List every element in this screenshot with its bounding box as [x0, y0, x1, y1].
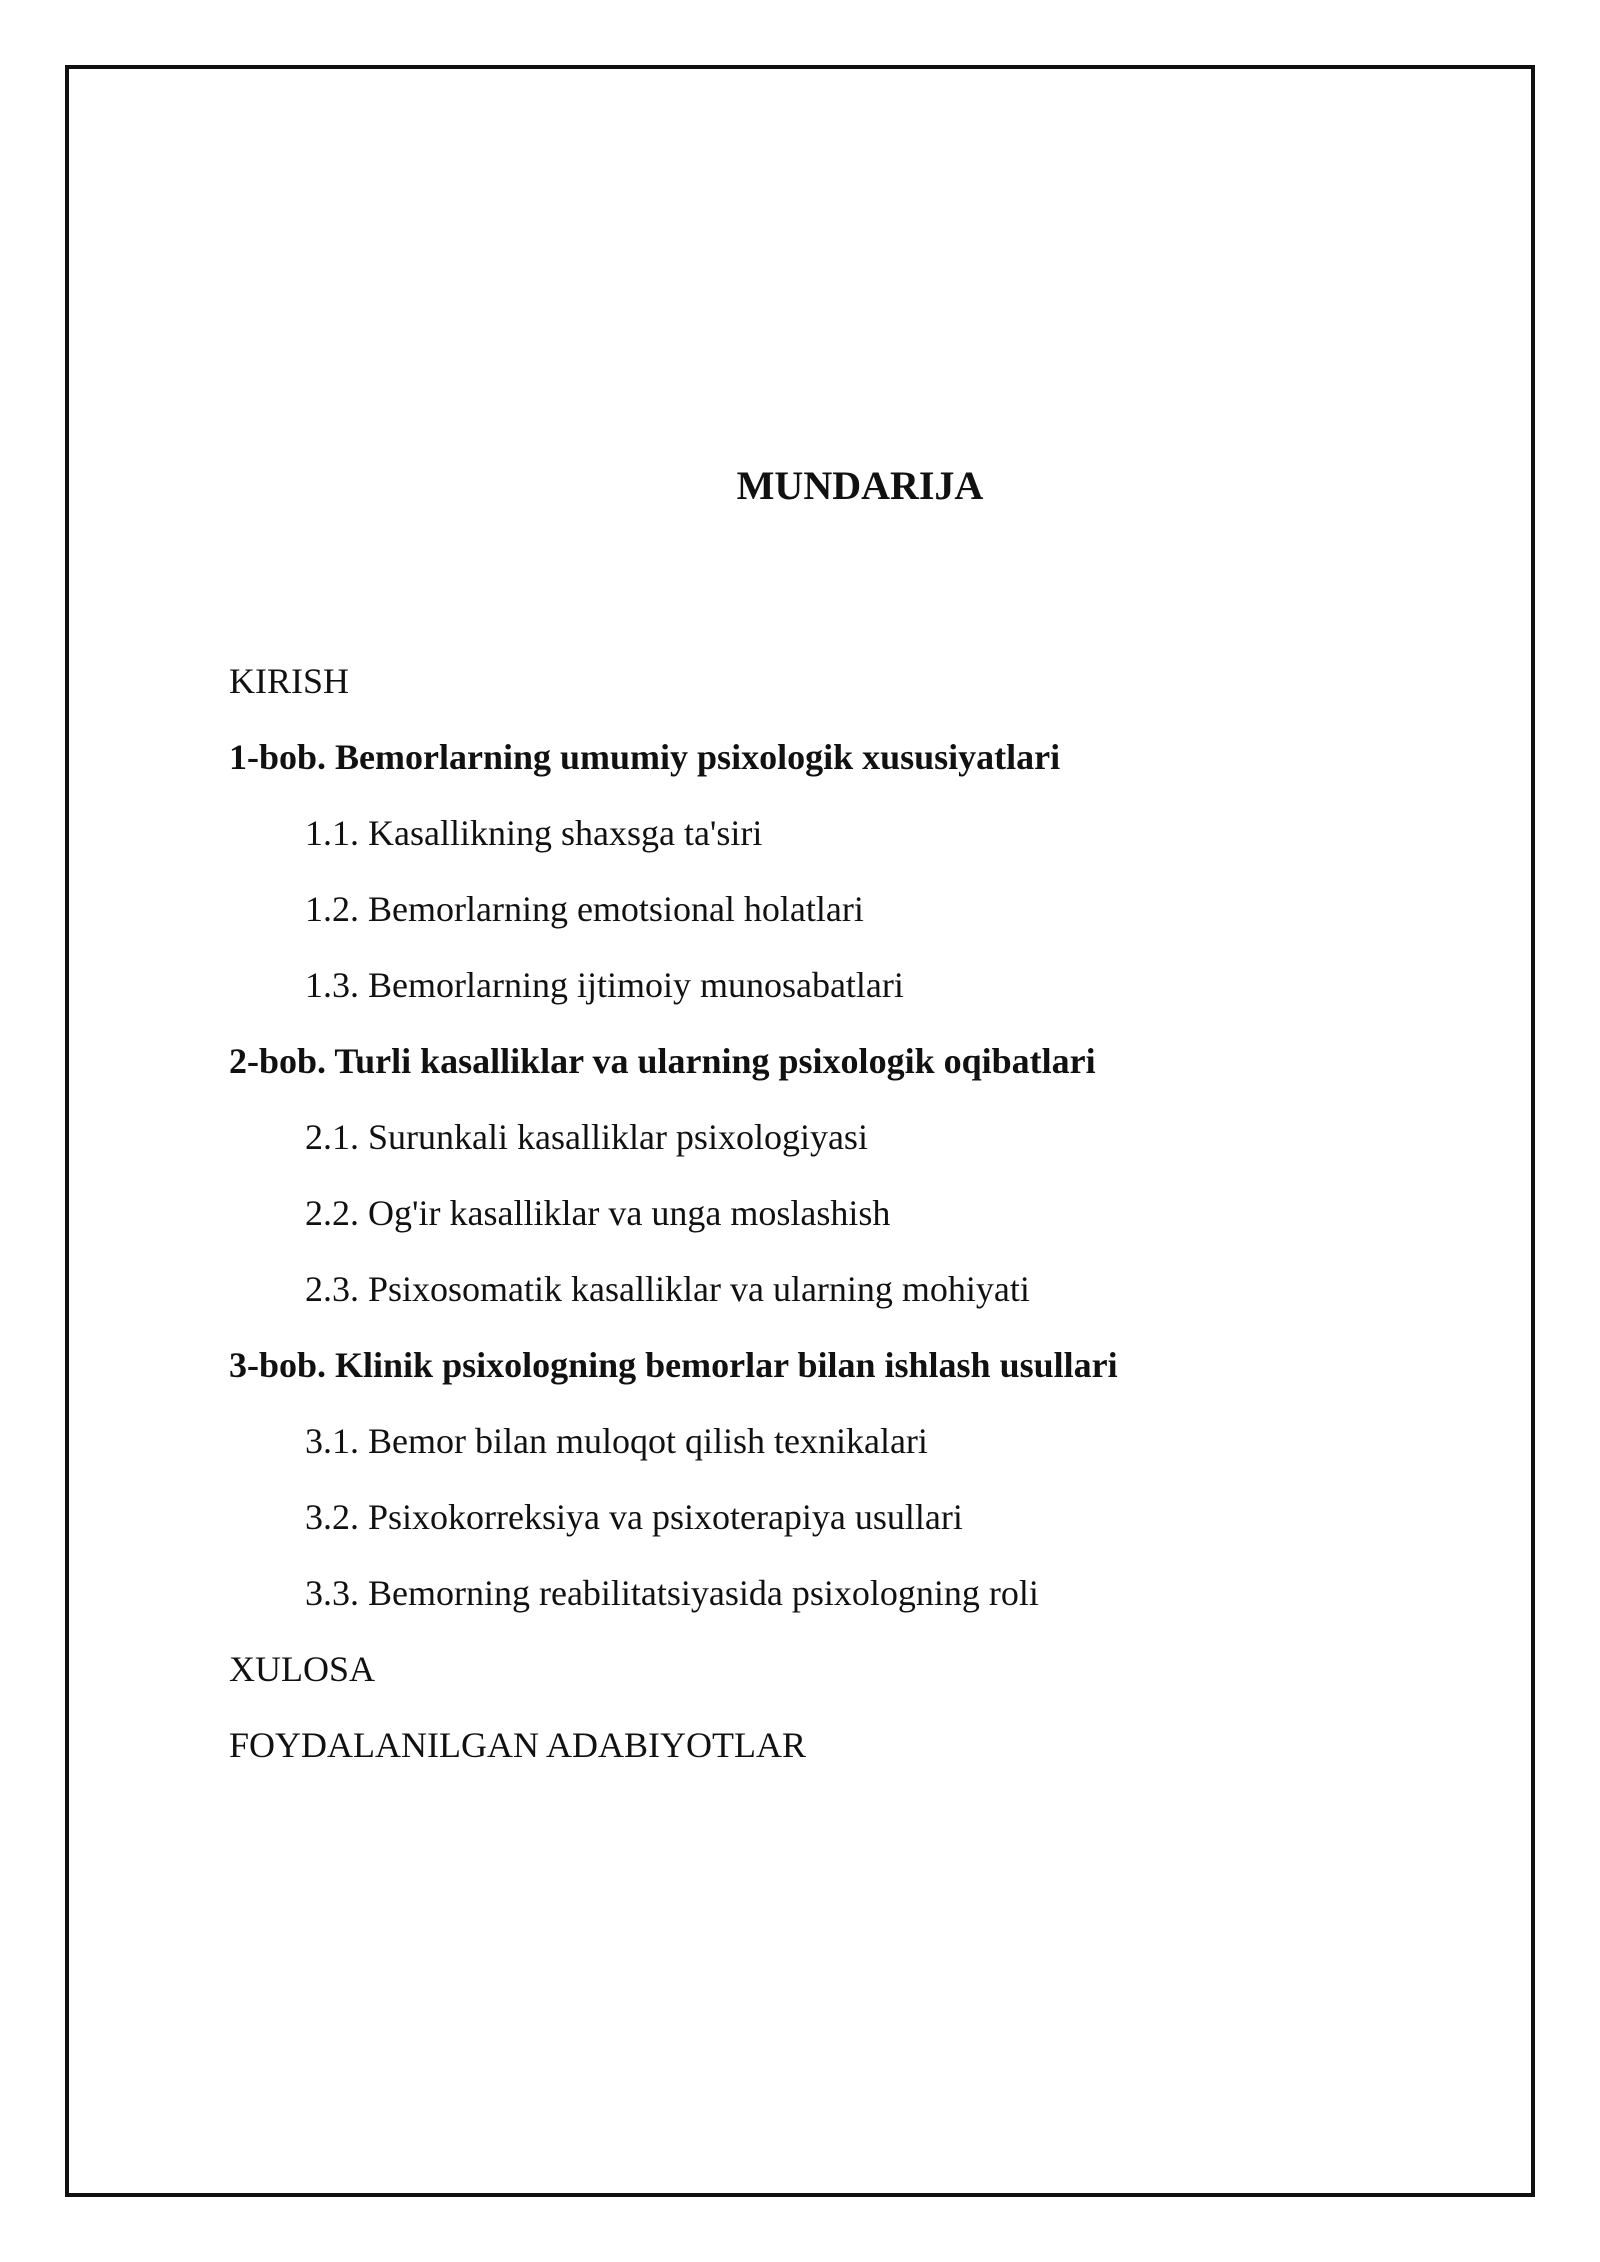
toc-section-3-1: 3.1. Bemor bilan muloqot qilish texnikalari	[305, 1421, 928, 1461]
toc-conclusion: XULOSA	[229, 1649, 376, 1689]
toc-section-2-3: 2.3. Psixosomatik kasalliklar va ularning mohiyati	[305, 1269, 1030, 1309]
toc-section-1-1: 1.1. Kasallikning shaxsga ta'siri	[305, 813, 763, 853]
table-of-contents	[229, 643, 1118, 1783]
toc-intro: KIRISH	[229, 661, 350, 701]
toc-section-3-3: 3.3. Bemorning reabilitatsiyasida psixologning roli	[305, 1573, 1039, 1613]
toc-references: FOYDALANILGAN ADABIYOTLAR	[229, 1725, 806, 1765]
toc-section-1-3: 1.3. Bemorlarning ijtimoiy munosabatlari	[305, 965, 904, 1005]
toc-section-2-2: 2.2. Og'ir kasalliklar va unga moslashish	[305, 1193, 891, 1233]
toc-section-3-2: 3.2. Psixokorreksiya va psixoterapiya usullari	[305, 1497, 963, 1537]
toc-section-2-1: 2.1. Surunkali kasalliklar psixologiyasi	[305, 1117, 868, 1157]
toc-chapter-1: 1-bob. Bemorlarning umumiy psixologik xususiyatlari	[229, 737, 1061, 777]
toc-chapter-3: 3-bob. Klinik psixologning bemorlar bilan ishlash usullari	[229, 1345, 1118, 1385]
page-title: MUNDARIJA	[736, 463, 984, 508]
toc-section-1-2: 1.2. Bemorlarning emotsional holatlari	[305, 889, 864, 929]
toc-chapter-2: 2-bob. Turli kasalliklar va ularning psixologik oqibatlari	[229, 1041, 1096, 1081]
